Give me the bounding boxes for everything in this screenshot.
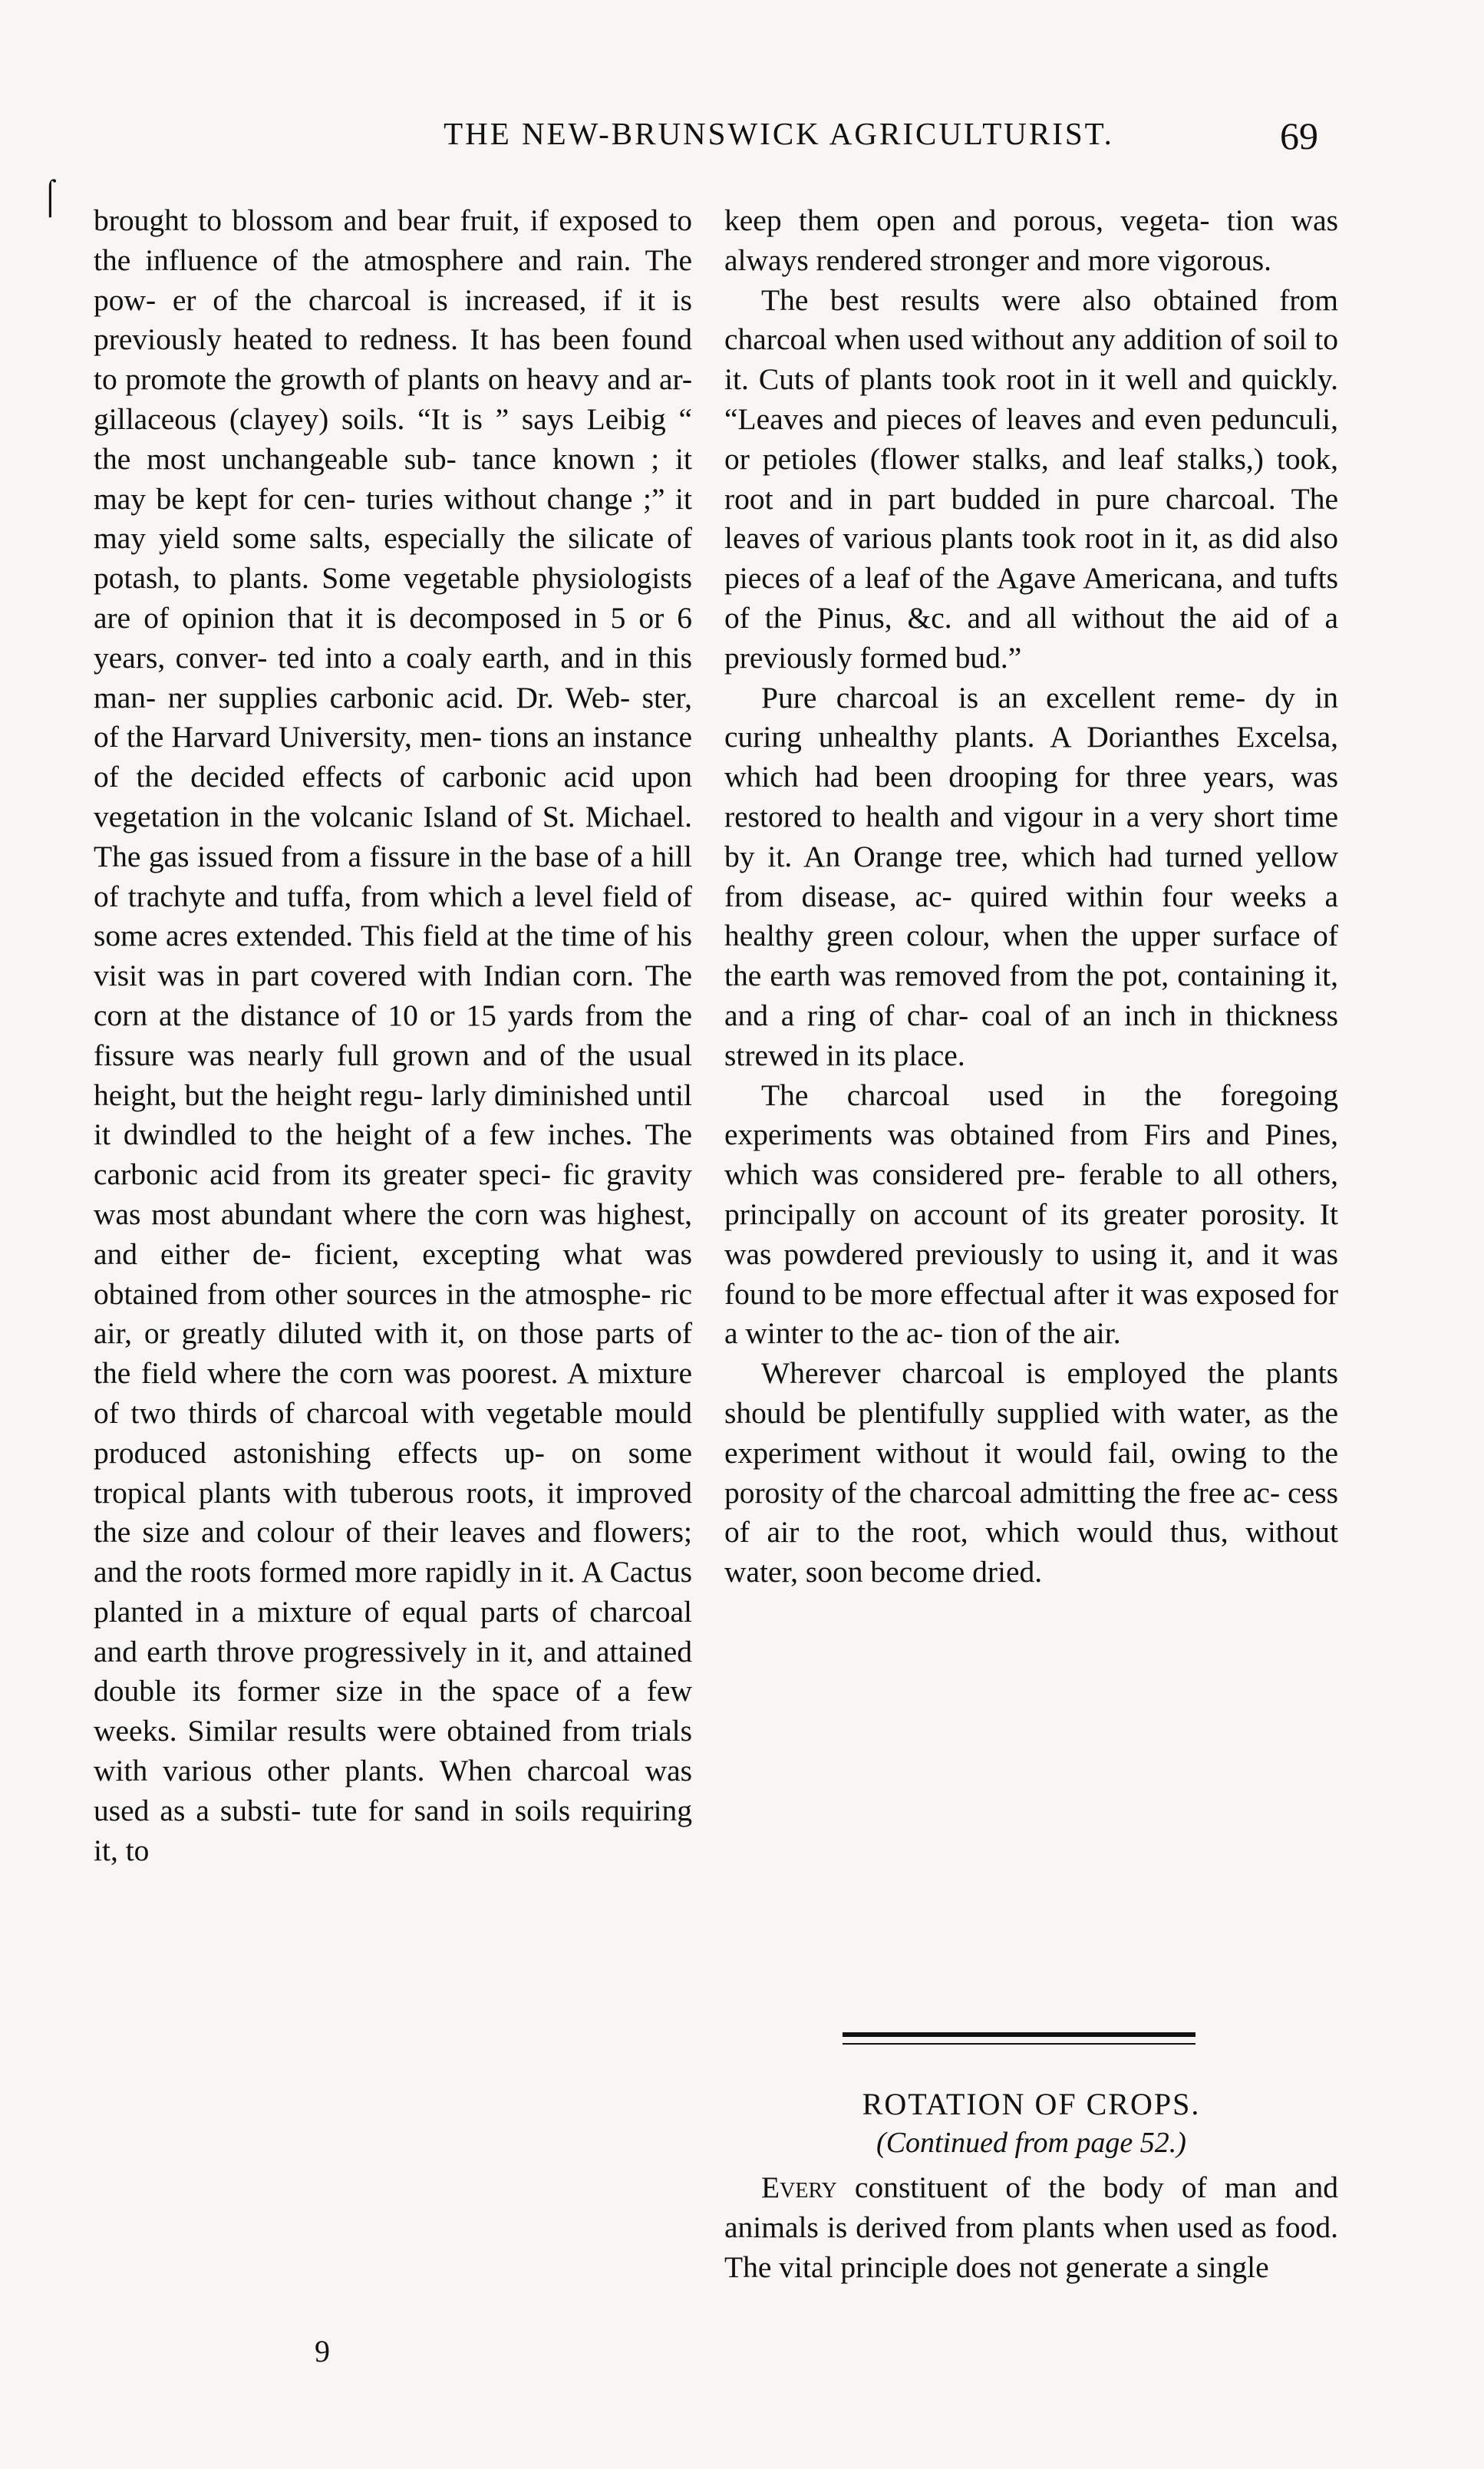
left-paragraph: brought to blossom and bear fruit, if exposed to the influence of the atmosphere and rain. The pow- er of the charcoal is increased, if it is previously heated to redness. It has been found to promote the growth of plants on heavy and ar- gillaceous (clayey) soils. “It is ” says Leibig “ the most unchangeable sub- tance known ; it may be kept for cen- turies without change ;” it may yield some salts, especially the silicate of potash, to plants. Some vegetable physiologists are of opinion that it is decomposed in 5 or 6 years, conver- ted into a coaly earth, and in this man- ner supplies carbonic acid. Dr. Web- ster, of the Harvard University, men- tions an instance of the decided effects of carbonic acid upon vegetation in the volcanic Island of St. Michael. The gas issued from a fissure in the base of a hill of trachyte and tuffa, from which a level field of some acres extended. This field at the time of his visit was in part covered with Indian corn. The corn at the distance of 10 or 15 yards from the fissure was nearly full grown and of the usual height, but the height regu- larly diminished until it dwindled to the height of a few inches. The carbonic acid from its greater speci- fic gravity was most abundant where the corn was highest, and either de- ficient, excepting what was obtained from other sources in the atmosphe- ric air, or greatly diluted with it, on those parts of the field where the corn was poorest. A mixture of two thirds of charcoal with vegetable mould produced astonishing effects up- on some tropical plants with tuberous roots, it improved the size and colour of their leaves and flowers; and the roots formed more rapidly in it. A Cactus planted in a mixture of equal parts of charcoal and earth throve progressively in it, and attained double its former size in the space of a few weeks. Similar results were obtained from trials with various other plants. When charcoal was used as a substi- tute for sand in soils requiring it, to: [94, 203, 692, 1867]
margin-mark: ⌠: [40, 177, 61, 215]
page-number: 69: [1280, 114, 1318, 157]
section-text: constituent of the body of man and animals is derived from plants when used as food. The vital principle does not generate a single: [724, 2170, 1338, 2284]
right-column: [724, 201, 1338, 1593]
left-column: [94, 201, 692, 1870]
section-body: [724, 2168, 1338, 2287]
right-paragraph: keep them open and porous, vegeta- tion was always rendered stronger and more vigorous.: [724, 203, 1338, 277]
lead-word: Every: [761, 2170, 837, 2204]
signature-mark: 9: [315, 2334, 330, 2368]
right-paragraph: The charcoal used in the foregoing experiments was obtained from Firs and Pines, which was considered pre- ferable to all others, principally on account of its greater porosity. It was powdered previously to using it, and it was found to be more effectual after it was exposed for a winter to the ac- tion of the air.: [724, 1078, 1338, 1351]
right-paragraph: Pure charcoal is an excellent reme- dy in curing unhealthy plants. A Dorianthes Excelsa, which had been drooping for three years, was restored to health and vigour in a very short time by it. An Orange tree, which had turned yellow from disease, ac- quired within four weeks a healthy green colour, when the upper surface of the earth was removed from the pot, containing it, and a ring of char- coal of an inch in thickness strewed in its place.: [724, 680, 1338, 1072]
running-header: THE NEW-BRUNSWICK AGRICULTURIST.: [444, 116, 1114, 151]
section-divider: [843, 2032, 1195, 2045]
section-paragraph: [724, 2168, 1338, 2287]
section-title: ROTATION OF CROPS.: [862, 2087, 1201, 2121]
right-paragraph: The best results were also obtained from charcoal when used without any addition of soil to it. Cuts of plants took root in it well and quickly. “Leaves and pieces of leaves and even pedunculi, or petioles (flower stalks, and leaf stalks,) took, root and in part budded in pure charcoal. The leaves of various plants took root in it, as did also pieces of a leaf of the Agave Americana, and tufts of the Pinus, &c. and all without the aid of a previously formed bud.”: [724, 282, 1338, 675]
right-paragraph: Wherever charcoal is employed the plants should be plentifully supplied with water, as the experiment without it would fail, owing to the porosity of the charcoal admitting the free ac- cess of air to the root, which would thus, without water, soon become dried.: [724, 1356, 1338, 1589]
section-subtitle: (Continued from page 52.): [876, 2127, 1186, 2159]
